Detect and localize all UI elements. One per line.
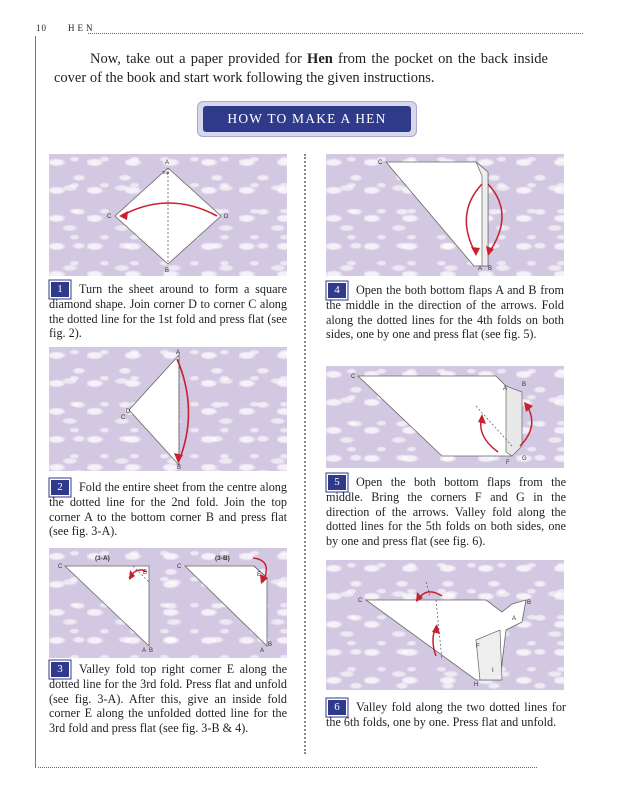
f2-label-d: D — [126, 409, 131, 415]
f4-label-a: A — [478, 266, 483, 272]
step-3-instruction: 3 Valley fold top right corner E along the dotted line for the 3rd fold. Press flat and unfold (see fig. 3-A). After this, give an inside fold corner E along the unfolded dotted line for the 3rd fold and press flat (see fig. 3-B & 4). — [49, 662, 287, 735]
f5-label-g: G — [522, 456, 527, 462]
f3-label-title-a: (3-A) — [95, 555, 110, 562]
step-4-instruction: 4 Open the both bottom flaps A and B from the middle in the direction of the arrows. Fold along the dotted lines for the 4th folds on both sides, one by one and press flat (see fig. 5). — [326, 283, 564, 342]
f2-label-b: B — [177, 465, 182, 471]
step-6-number: 6 — [328, 700, 346, 715]
f3-label-title-b: (3-B) — [215, 555, 230, 562]
step-5-number: 5 — [328, 475, 346, 490]
figure-2 — [49, 347, 287, 471]
column-divider — [304, 154, 306, 754]
header-rule — [88, 33, 583, 34]
f3-label-a1: A — [142, 648, 147, 654]
section-banner — [198, 102, 416, 136]
f2-label-c: C — [121, 415, 126, 421]
figure-4 — [326, 154, 564, 276]
banner-title: HOW TO MAKE A HEN — [203, 106, 411, 132]
step-1-number: 1 — [51, 282, 69, 297]
intro-bold-word: Hen — [307, 51, 333, 67]
step-2-number: 2 — [51, 480, 69, 495]
f4-label-c: C — [378, 160, 383, 166]
left-margin-rule — [35, 36, 36, 768]
f6-label-b: B — [527, 600, 532, 606]
step-1-instruction: 1 Turn the sheet around to form a square diamond shape. Join corner D to corner C along the dotted line for the 1st fold and press flat (see fig. 2). — [49, 282, 287, 341]
f6-label-f: F — [476, 644, 480, 650]
f3-label-c2: C — [177, 564, 182, 570]
f5-label-f: F — [506, 460, 510, 466]
page-number: 10 — [36, 23, 47, 33]
step-4-number: 4 — [328, 283, 346, 298]
f1-label-a: A — [165, 160, 170, 166]
f3-label-b1: B — [149, 648, 154, 654]
f6-label-c: C — [358, 598, 363, 604]
f6-label-a: A — [512, 616, 517, 622]
f6-label-h: H — [474, 682, 479, 688]
f1-label-top: Top — [162, 170, 170, 175]
f3-label-e1: E — [143, 570, 148, 576]
footer-rule — [38, 767, 537, 768]
figure-3 — [49, 548, 287, 658]
step-3-number: 3 — [51, 662, 69, 677]
figure-6 — [326, 560, 564, 690]
f5-label-a: A — [503, 386, 508, 392]
f3-label-a2: A — [260, 648, 265, 654]
figure-5 — [326, 366, 564, 468]
f1-label-d: D — [224, 214, 229, 220]
f3-label-e2: E — [257, 572, 262, 578]
f3-label-c1: C — [58, 564, 63, 570]
f6-label-i: I — [492, 668, 494, 674]
step-5-instruction: 5 Open the both bottom flaps from the middle. Bring the corners F and G in the direction of the arrows. Valley fold along the dotted lines for the 5th folds on both sides, one by one and press flat (see fig. 6). — [326, 475, 566, 548]
f1-label-c: C — [107, 214, 112, 220]
page-header-title: HEN — [68, 23, 96, 33]
f4-label-b: B — [488, 266, 493, 272]
f5-label-b: B — [522, 382, 527, 388]
f2-label-a: A — [176, 350, 181, 356]
f1-label-b: B — [165, 268, 170, 274]
step-6-instruction: 6 Valley fold along the two dotted lines for the 6th folds, one by one. Press flat and unfold. — [326, 700, 566, 729]
step-2-instruction: 2 Fold the entire sheet from the centre along the dotted line for the 2nd fold. Join the top corner A to the bottom corner B and press flat (see fig. 3-A). — [49, 480, 287, 539]
f5-label-c: C — [351, 374, 356, 380]
f3-label-b2: B — [268, 642, 273, 648]
figure-1 — [49, 154, 287, 276]
intro-paragraph: Now, take out a paper provided for Hen from the pocket on the back inside cover of the book and start work following the given instructions. — [54, 51, 548, 86]
